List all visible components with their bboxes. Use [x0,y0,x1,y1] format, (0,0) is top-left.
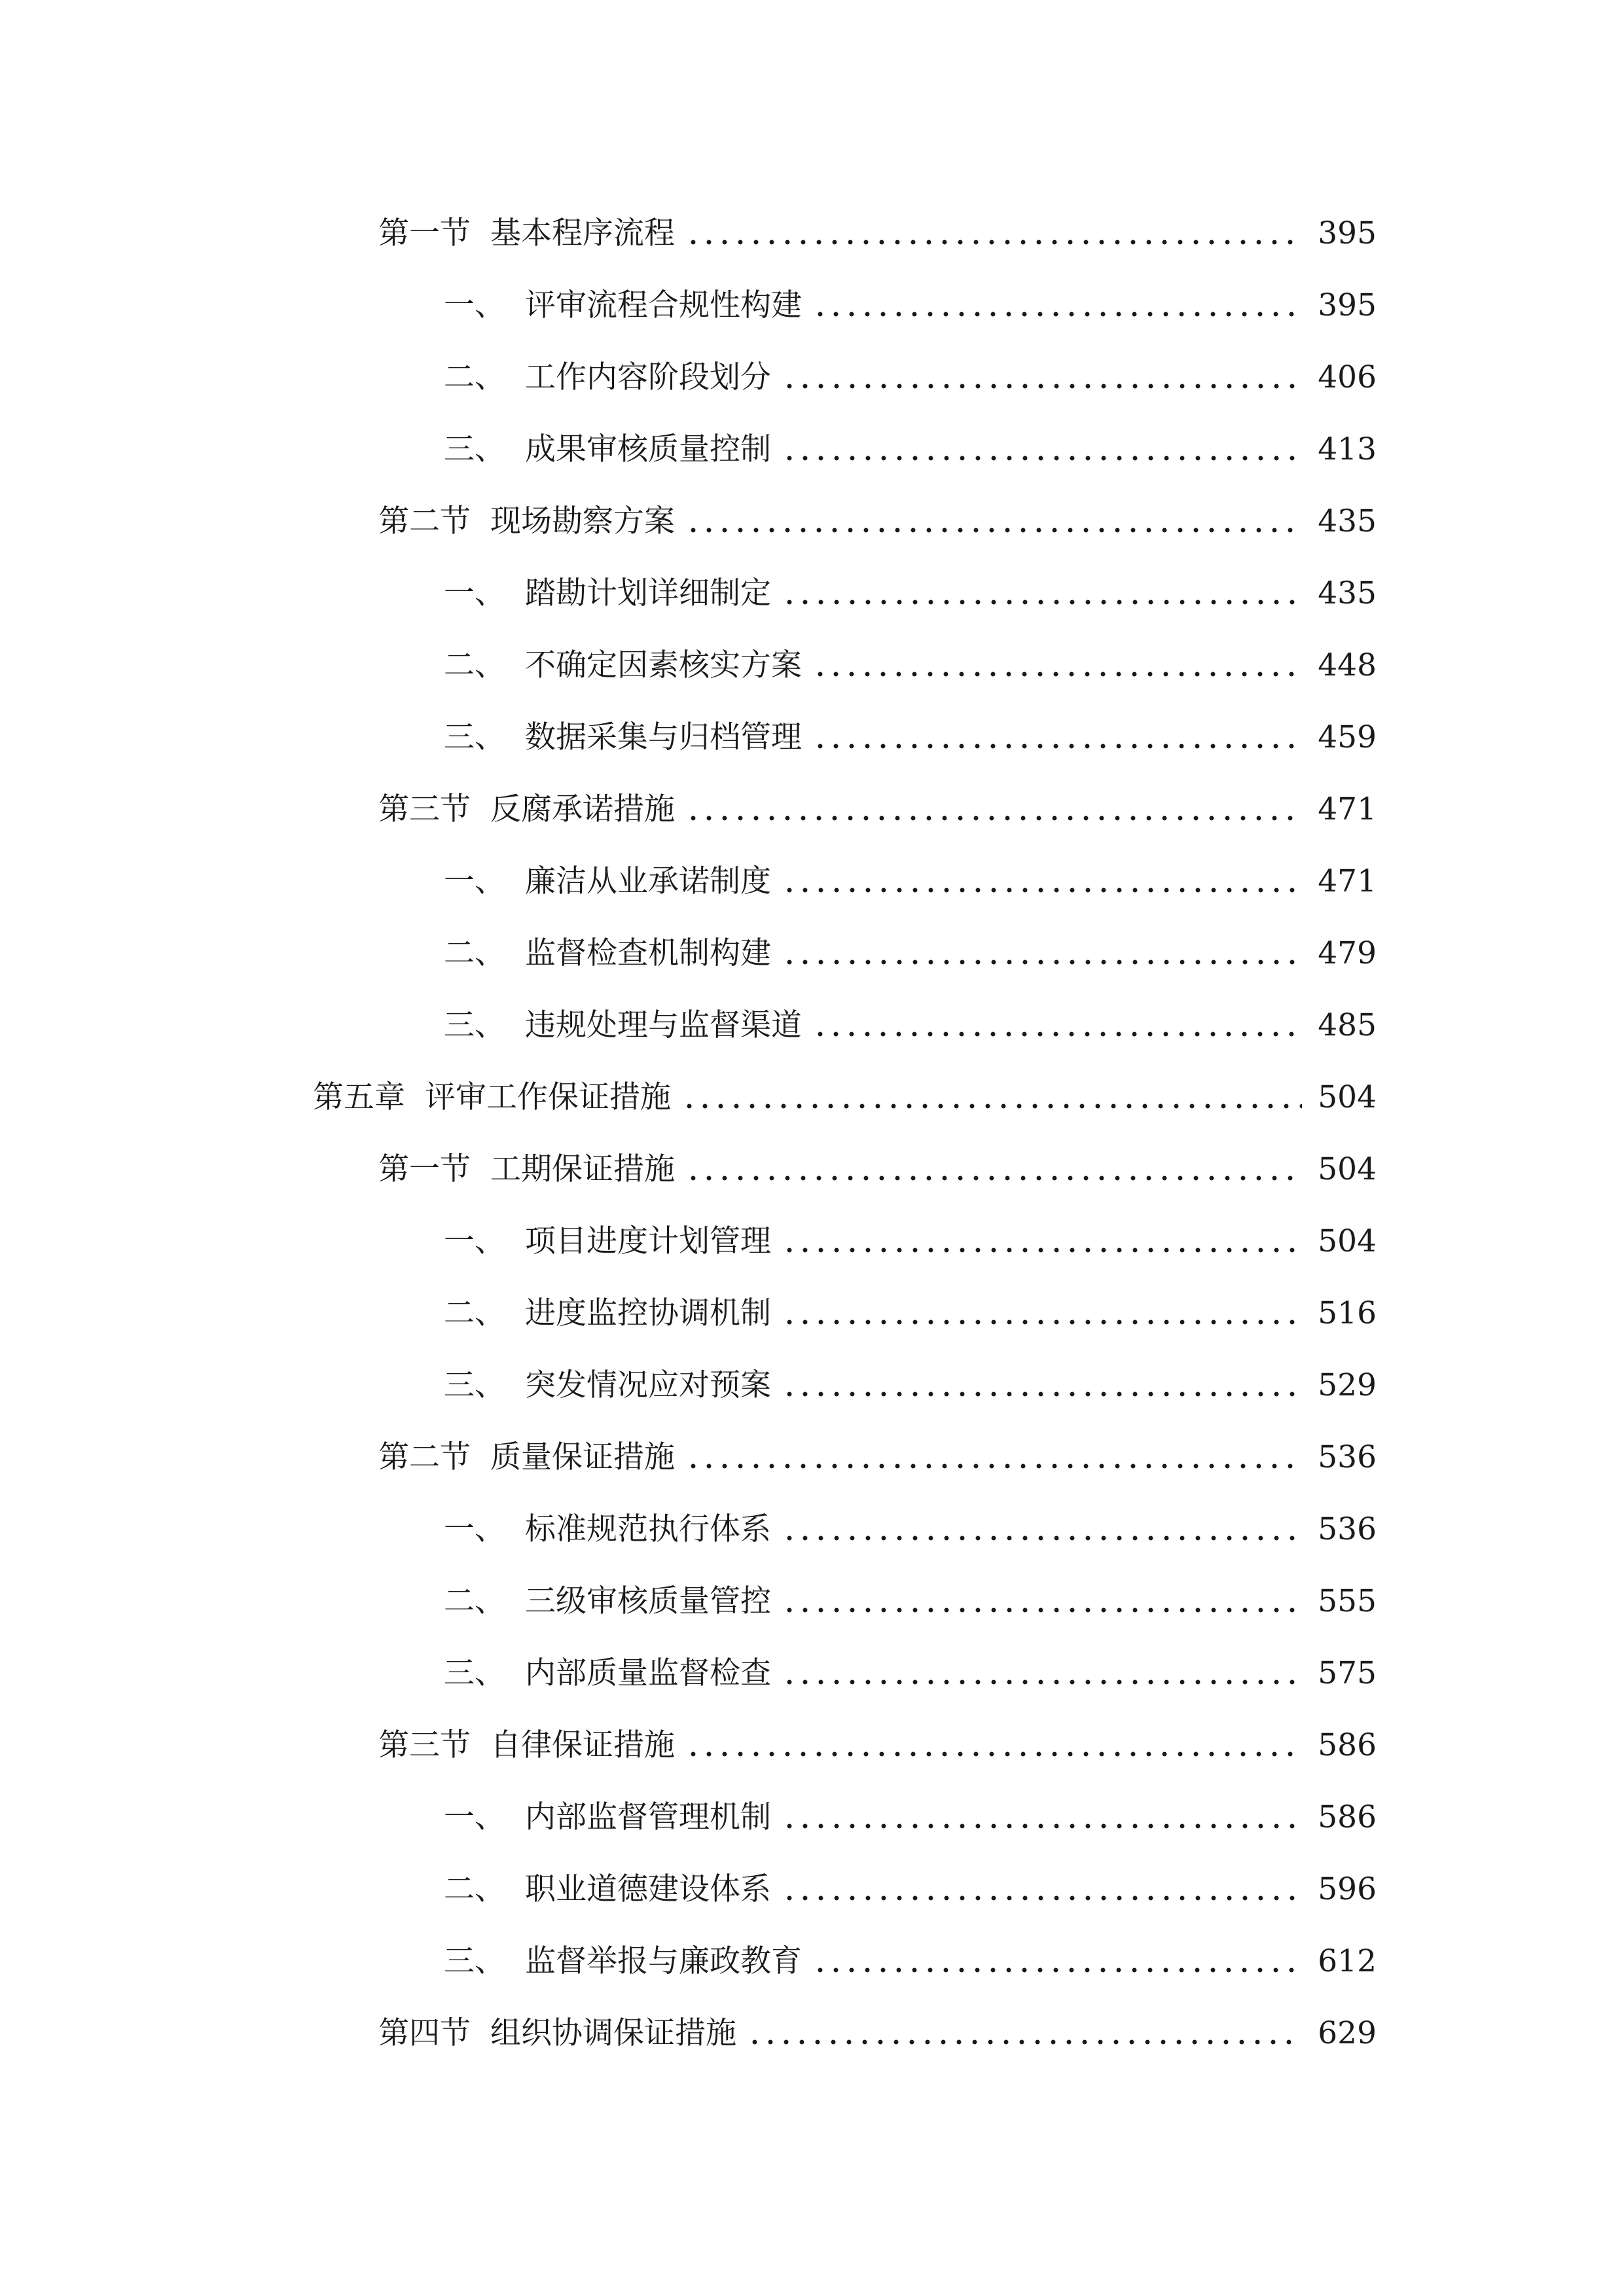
toc-entry-page-number: 448 [1318,647,1377,683]
toc-entry-page-number: 485 [1318,1007,1377,1043]
toc-entry-number: 一、 [444,1799,505,1835]
toc-entry-number: 二、 [444,935,505,971]
toc-entry-number: 一、 [444,575,505,611]
toc-entry-label [378,1726,675,1765]
toc-entry-label [444,646,802,685]
dot-leader [782,1319,1302,1325]
dot-leader [812,311,1302,317]
dot-leader [782,1679,1302,1685]
toc-entry-title: 三级审核质量管控 [525,1583,771,1619]
toc-entry-item[interactable] [0,702,1624,774]
toc-entry-label [444,1582,771,1621]
toc-entry-title: 评审流程合规性构建 [525,287,802,323]
toc-entry-item[interactable] [0,1278,1624,1350]
toc-entry-label [313,1078,671,1117]
toc-entry-label [378,214,675,253]
toc-entry-label [444,934,771,973]
toc-entry-title: 踏勘计划详细制定 [525,575,771,611]
toc-entry-title: 内部监督管理机制 [525,1799,771,1835]
toc-entry-number: 二、 [444,359,505,395]
toc-entry-number: 二、 [444,1295,505,1331]
toc-entry-label [444,862,771,901]
toc-entry-title: 标准规范执行体系 [525,1511,771,1547]
toc-entry-number: 第一节 [378,1151,471,1187]
toc-entry-item[interactable] [0,1926,1624,1998]
toc-entry-page-number: 516 [1318,1295,1377,1331]
toc-entry-title: 监督检查机制构建 [525,935,771,971]
toc-entry-number: 三、 [444,1367,505,1403]
toc-entry-number: 第四节 [378,2015,471,2051]
toc-entry-section[interactable] [0,1422,1624,1494]
toc-entry-title: 职业道德建设体系 [525,1871,771,1907]
toc-entry-number: 第二节 [378,503,471,539]
toc-entry-item[interactable] [0,1566,1624,1638]
dot-leader [812,743,1302,749]
toc-entry-title: 工作内容阶段划分 [525,359,771,395]
toc-entry-title: 违规处理与监督渠道 [525,1007,802,1043]
dot-leader [685,1175,1302,1181]
toc-entry-page-number: 504 [1318,1079,1377,1115]
toc-entry-item[interactable] [0,558,1624,630]
dot-leader [812,671,1302,677]
toc-entry-page-number: 586 [1318,1799,1377,1835]
toc-entry-number: 第一节 [378,215,471,251]
toc-entry-item[interactable] [0,1206,1624,1278]
toc-entry-page-number: 435 [1318,575,1377,611]
toc-entry-number: 三、 [444,719,505,755]
toc-entry-page-number: 413 [1318,431,1377,467]
toc-entry-label [378,2014,736,2053]
toc-entry-number: 第三节 [378,791,471,827]
dot-leader [685,527,1302,533]
dot-leader [685,815,1302,821]
toc-entry-label [444,1798,771,1837]
toc-entry-page-number: 406 [1318,359,1377,395]
toc-entry-page-number: 536 [1318,1511,1377,1547]
toc-entry-item[interactable] [0,1350,1624,1422]
dot-leader [685,239,1302,245]
toc-entry-title: 内部质量监督检查 [525,1655,771,1691]
toc-entry-number: 二、 [444,647,505,683]
toc-entry-number: 三、 [444,1655,505,1691]
dot-leader [747,2039,1302,2045]
dot-leader [685,1751,1302,1757]
toc-entry-label [378,502,675,541]
toc-entry-label [444,286,802,325]
dot-leader [812,1967,1302,1973]
toc-entry-item[interactable] [0,846,1624,918]
toc-entry-page-number: 586 [1318,1727,1377,1763]
toc-entry-label [444,1510,771,1549]
toc-entry-title: 质量保证措施 [490,1439,675,1475]
dot-leader [681,1103,1302,1109]
toc-entry-label [378,790,675,829]
toc-entry-label [444,1294,771,1333]
toc-entry-section[interactable] [0,1998,1624,2070]
toc-entry-item[interactable] [0,918,1624,990]
toc-entry-page-number: 612 [1318,1943,1377,1979]
toc-entry-label [378,1150,675,1189]
toc-entry-number: 三、 [444,431,505,467]
toc-entry-page-number: 575 [1318,1655,1377,1691]
dot-leader [685,1463,1302,1469]
toc-entry-page-number: 395 [1318,287,1377,323]
toc-entry-section[interactable] [0,198,1624,270]
dot-leader [782,1823,1302,1829]
toc-entry-chapter[interactable] [0,1062,1624,1134]
toc-entry-page-number: 504 [1318,1223,1377,1259]
toc-entry-page-number: 536 [1318,1439,1377,1475]
toc-entry-title: 成果审核质量控制 [525,431,771,467]
toc-entry-title: 项目进度计划管理 [525,1223,771,1259]
toc-entry-title: 数据采集与归档管理 [525,719,802,755]
toc-entry-page-number: 529 [1318,1367,1377,1403]
toc-entry-label [444,1222,771,1261]
dot-leader [782,1895,1302,1901]
toc-entry-title: 评审工作保证措施 [425,1079,671,1115]
toc-entry-title: 基本程序流程 [490,215,675,251]
toc-entry-item[interactable] [0,630,1624,702]
toc-entry-number: 一、 [444,1511,505,1547]
toc-entry-label [444,574,771,613]
dot-leader [782,1607,1302,1613]
toc-entry-item[interactable] [0,1638,1624,1710]
dot-leader [782,1391,1302,1397]
toc-entry-title: 反腐承诺措施 [490,791,675,827]
toc-entry-item[interactable] [0,414,1624,486]
toc-entry-label [444,430,771,469]
toc-entry-page-number: 555 [1318,1583,1377,1619]
toc-entry-item[interactable] [0,1854,1624,1926]
toc-entry-item[interactable] [0,990,1624,1062]
toc-entry-number: 二、 [444,1871,505,1907]
toc-entry-label [444,1654,771,1693]
toc-entry-page-number: 395 [1318,215,1377,251]
toc-entry-number: 一、 [444,1223,505,1259]
dot-leader [782,599,1302,605]
toc-entry-number: 二、 [444,1583,505,1619]
toc-entry-page-number: 596 [1318,1871,1377,1907]
toc-entry-section[interactable] [0,1134,1624,1206]
toc-entry-title: 进度监控协调机制 [525,1295,771,1331]
dot-leader [782,455,1302,461]
toc-entry-label [378,1438,675,1477]
toc-entry-label [444,718,802,757]
toc-entry-page-number: 471 [1318,863,1377,899]
toc-entry-number: 一、 [444,863,505,899]
toc-entry-item[interactable] [0,342,1624,414]
toc-entry-number: 三、 [444,1943,505,1979]
dot-leader [782,1247,1302,1253]
toc-entry-item[interactable] [0,270,1624,342]
dot-leader [782,959,1302,965]
toc-entry-title: 廉洁从业承诺制度 [525,863,771,899]
toc-entry-page-number: 479 [1318,935,1377,971]
dot-leader [782,887,1302,893]
toc-entry-label [444,1006,802,1045]
toc-entry-section[interactable] [0,486,1624,558]
toc-entry-page-number: 471 [1318,791,1377,827]
toc-entry-page-number: 435 [1318,503,1377,539]
toc-entry-label [444,1870,771,1909]
toc-entry-section[interactable] [0,774,1624,846]
toc-entry-label [444,1366,771,1405]
dot-leader [782,383,1302,389]
toc-entry-title: 组织协调保证措施 [490,2015,736,2051]
toc-entry-number: 第二节 [378,1439,471,1475]
dot-leader [812,1031,1302,1037]
toc-entry-number: 第五章 [313,1079,405,1115]
toc-entry-title: 监督举报与廉政教育 [525,1943,802,1979]
toc-entry-page-number: 459 [1318,719,1377,755]
toc-entry-title: 现场勘察方案 [490,503,675,539]
toc-entry-label [444,358,771,397]
toc-entry-title: 自律保证措施 [490,1727,675,1763]
table-of-contents [0,198,1624,2070]
toc-entry-item[interactable] [0,1494,1624,1566]
toc-entry-section[interactable] [0,1710,1624,1782]
toc-entry-title: 不确定因素核实方案 [525,647,802,683]
toc-entry-item[interactable] [0,1782,1624,1854]
toc-entry-number: 三、 [444,1007,505,1043]
toc-entry-number: 第三节 [378,1727,471,1763]
dot-leader [782,1535,1302,1541]
toc-entry-title: 突发情况应对预案 [525,1367,771,1403]
toc-entry-number: 一、 [444,287,505,323]
toc-entry-page-number: 629 [1318,2015,1377,2051]
toc-entry-page-number: 504 [1318,1151,1377,1187]
toc-entry-label [444,1942,802,1981]
toc-entry-title: 工期保证措施 [490,1151,675,1187]
